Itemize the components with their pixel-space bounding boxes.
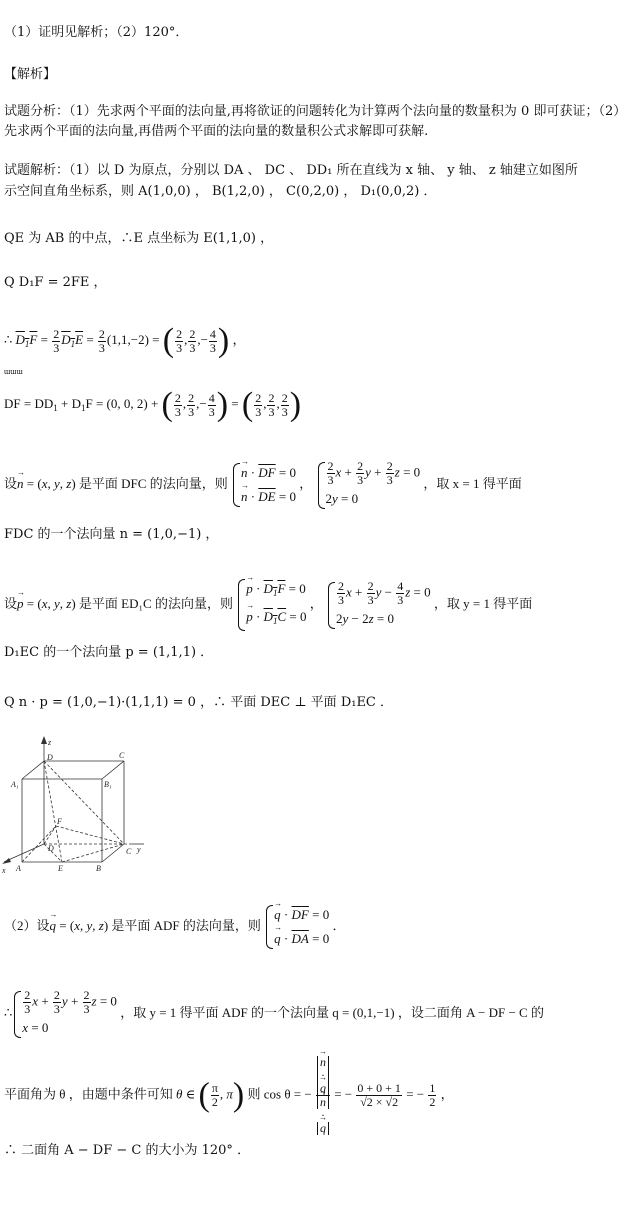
therefore-symbol: ∴ bbox=[4, 332, 13, 347]
analysis-text: （1）先求两个平面的法向量,再将欲证的问题转化为计算两个法向量的数量积为 0 即可获证；（2）先求两个平面的法向量,再借两个平面的法向量的数量积公式求解即可获解. bbox=[4, 104, 620, 139]
cube-figure bbox=[0, 732, 150, 874]
normal-n-take: ，取 x = 1 得平面 bbox=[423, 476, 522, 491]
normal-p-take: ，取 y = 1 得平面 bbox=[433, 596, 533, 611]
normal-n-equations: $\frac{2}{3}$ x + $\frac{2}{3}$ y + $\frac{2}{3}$ z = 0 2y = 0 bbox=[316, 460, 421, 511]
analysis-label: 试题分析： bbox=[4, 104, 70, 119]
ratio-line: Q D₁F = 2FE ， bbox=[4, 275, 107, 290]
normal-q-line: （2）设→ q = (x, y, z) 是平面 ADF 的法向量，则 → $q \cdot \overline{DF} = 0$ → $q \cdot \overline{DA} = 0$ ． bbox=[4, 898, 626, 954]
label-x: x bbox=[2, 866, 6, 874]
normal-q-solve-line: ∴ $\frac{2}{3}$ x + $\frac{2}{3}$ y + $\frac{2}{3}$ z = 0 x = 0 ，取 y = 1 得平面 ADF 的一个法向量 q = (0,1,−1) ，设二面角 A − DF − C 的 bbox=[4, 982, 626, 1044]
label-c1: C bbox=[119, 751, 125, 760]
x-axis bbox=[4, 844, 44, 862]
angle-mid: 则 cos θ = bbox=[247, 1086, 302, 1102]
diag-dc bbox=[44, 761, 124, 844]
part2-end: ． bbox=[332, 918, 346, 933]
answer-line: （1）证明见解析；（2）120°． bbox=[4, 25, 189, 40]
edge-top-right bbox=[102, 761, 124, 779]
label-c: C bbox=[126, 847, 132, 856]
edge-bottom-right bbox=[102, 844, 124, 862]
normal-n-line: 设→ n = (x, y, z) 是平面 DFC 的法向量，则 → $n \cdot \overline{DF} = 0$ → $n \cdot \overline{DE} = 0$ ， $\frac{2}{3}$ x + $\frac{2}{3}$ y + $\frac{2}{3}$ z = 0 2y = 0 ，取 x = 1 得平面 bbox=[4, 456, 626, 512]
solution-line-2: 示空间直角坐标系，则 A(1,0,0) ， B(1,2,0) ， C(0,2,0) ， D₁(0,0,2) ． bbox=[4, 184, 437, 199]
analysis-paragraph bbox=[4, 102, 626, 142]
label-y: y bbox=[137, 845, 141, 854]
vector-d1f-tail: ， bbox=[232, 332, 246, 347]
part2-prefix: （2）设 bbox=[4, 918, 50, 933]
solution-label: 试题解析： bbox=[4, 163, 70, 178]
vector-d1f-line: ∴ $D_1F$ = $\frac{2}{3}$ $D_1E$ = $\frac{2}{3}$ (1,1,−2) = ( $\frac{2}{3}$ , $\frac{2}{3}$ ,− $\frac{4}{3}$ ) ， bbox=[4, 322, 246, 360]
label-b1: B₁ bbox=[104, 780, 112, 789]
normal-n-result: FDC 的一个法向量 n = (1,0,−1) ， bbox=[4, 527, 219, 542]
solution-line-1 bbox=[4, 160, 626, 181]
part2-desc: 是平面 ADF 的法向量，则 bbox=[111, 918, 261, 933]
x-axis-arrow bbox=[2, 858, 11, 864]
midpoint-line: QE 为 AB 的中点，∴E 点坐标为 E(1,1,0) ， bbox=[4, 231, 274, 246]
angle-end: ， bbox=[440, 1086, 454, 1102]
label-a: A bbox=[16, 864, 21, 873]
label-a1: A₁ bbox=[11, 780, 19, 789]
normal-q-equations: $\frac{2}{3}$ x + $\frac{2}{3}$ y + $\frac{2}{3}$ z = 0 x = 0 bbox=[12, 989, 117, 1040]
label-b: B bbox=[96, 864, 101, 873]
label-e: E bbox=[58, 864, 63, 873]
solution-text-1: （1）以 D 为原点，分别以 DA 、 DC 、 DD₁ 所在直线为 x 轴、 y 轴、 z 轴建立如图所 bbox=[69, 163, 578, 178]
z-axis-arrow bbox=[41, 736, 47, 744]
line-fc bbox=[56, 826, 124, 844]
section-label: 【解析】 bbox=[4, 67, 57, 82]
normal-p-result: D₁EC 的一个法向量 p = (1,1,1) ． bbox=[4, 645, 214, 660]
line-df bbox=[44, 826, 56, 844]
normal-n-prefix: 设 bbox=[4, 476, 18, 491]
conclusion-line: ∴ 二面角 A − DF − C 的大小为 120° ． bbox=[4, 1143, 251, 1158]
label-z: z bbox=[48, 738, 52, 747]
normal-p-desc: 是平面 ED₁C 的法向量，则 bbox=[78, 596, 233, 611]
normal-p-prefix: 设 bbox=[4, 596, 18, 611]
label-f: F bbox=[57, 817, 62, 826]
perpendicular-line: Q n · p = (1,0,−1)·(1,1,1) = 0 ，∴ 平面 DEC ⊥ 平面 D₁EC ． bbox=[4, 695, 394, 710]
part2-take: ，取 y = 1 得平面 ADF 的一个法向量 q = (0,1,−1) ，设二面角 A − DF − C 的 bbox=[120, 1005, 544, 1020]
label-d1: D bbox=[47, 753, 53, 762]
normal-p-line: 设→ p = (x, y, z) 是平面 ED₁C 的法向量，则 → $p \cdot D_1F = 0$ → $p \cdot D_1C = 0$ ， $\frac{2}{3}$ x + $\frac{2}{3}$ y − $\frac{4}{3}$ z = 0 2y − 2z = 0 ，取 y = 1 得平面 bbox=[4, 576, 626, 632]
normal-n-system: → $n \cdot \overline{DF} = 0$ → $n \cdot \overline{DE} = 0$ bbox=[231, 461, 296, 509]
edge-top-left bbox=[22, 761, 44, 779]
normal-q-system: → $q \cdot \overline{DF} = 0$ → $q \cdot \overline{DA} = 0$ bbox=[264, 903, 329, 951]
normal-p-system: → $p \cdot D_1F = 0$ → $p \cdot D_1C = 0$ bbox=[236, 577, 306, 633]
vector-df-line: ɯɯɯ DF = $DD_1 + D_1F = (0$, 0, 2) + ( $\frac{2}{3}$ , $\frac{2}{3}$ ,− $\frac{4}{3}$ ) = ( $\frac{2}{3}$ , $\frac{2}{3}$ , $\frac{2}{3}$ ) bbox=[4, 367, 302, 424]
line-ec bbox=[62, 844, 124, 862]
angle-line: 平面角为 θ ，由题中条件可知 θ ∈ ( $\frac{\pi}{2}$ , π) 则 cos θ = − → n · → q → n · → q = − $\frac{0 + 0 + 1}{√2 \times √2}$ = − $\frac{1}{2}$ ， bbox=[4, 1056, 626, 1112]
normal-p-equations: $\frac{2}{3}$ x + $\frac{2}{3}$ y − $\frac{4}{3}$ z = 0 2y − 2z = 0 bbox=[326, 580, 431, 631]
rendering-artifact-marks: ɯɯɯ bbox=[4, 367, 23, 376]
angle-prefix: 平面角为 θ ，由题中条件可知 bbox=[4, 1086, 173, 1102]
normal-n-desc: 是平面 DFC 的法向量，则 bbox=[78, 476, 228, 491]
label-d: D bbox=[48, 844, 54, 853]
